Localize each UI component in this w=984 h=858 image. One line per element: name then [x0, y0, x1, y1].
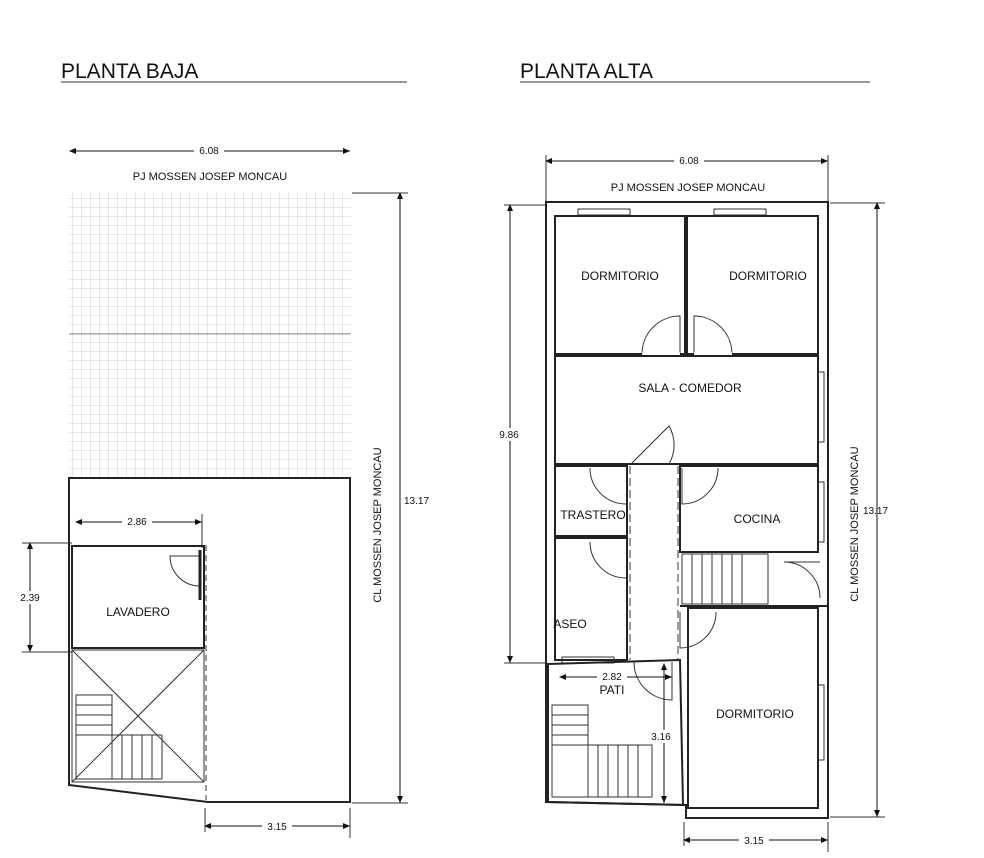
- pb-dim-height-total: 13.17: [404, 496, 430, 507]
- pa-dormitorio-1-door: [642, 316, 680, 354]
- pa-dim-bottom: 3.15: [744, 836, 764, 847]
- pa-sala-room: [555, 356, 818, 464]
- pb-street-top: PJ MOSSEN JOSEP MONCAU: [132, 171, 288, 183]
- pa-dormitorio-2-door: [694, 316, 732, 354]
- pb-dim-width-top: 6.08: [199, 146, 219, 157]
- pb-street-right: CL MOSSEN JOSEP MONCAU: [372, 447, 384, 603]
- pa-cocina-door: [682, 468, 718, 504]
- planta-baja: [16, 60, 429, 838]
- pa-window-top-1: [578, 209, 630, 215]
- planta-baja-title: PLANTA BAJA: [61, 60, 199, 83]
- pa-room-trastero: TRASTERO: [560, 508, 626, 522]
- pa-room-cocina: COCINA: [733, 512, 781, 526]
- pa-aseo-door: [590, 542, 626, 578]
- pa-dormitorio-1-room: [555, 216, 685, 354]
- pa-pati-stair: [552, 705, 652, 797]
- pa-room-pati: PATI: [599, 683, 625, 697]
- planta-alta: [494, 60, 888, 852]
- pa-dormitorio-2-room: [687, 216, 818, 354]
- pb-dim-lavadero-height: 2.39: [20, 593, 40, 604]
- pb-dim-lavadero-width: 2.86: [127, 517, 147, 528]
- planta-alta-title: PLANTA ALTA: [520, 60, 654, 83]
- pa-pati-door: [634, 662, 672, 700]
- pb-building-outline: [69, 478, 350, 802]
- pa-trastero-door: [590, 468, 626, 504]
- pb-stair: [76, 695, 162, 779]
- pa-dim-height-total: 13.17: [863, 506, 889, 517]
- pb-lavadero-door: [170, 556, 200, 586]
- pa-dim-pati-height: 3.16: [651, 732, 671, 743]
- pa-dim-width-top: 6.08: [679, 156, 699, 167]
- pa-stair-upper: [682, 554, 768, 604]
- pa-dim-height-left: 9.86: [499, 430, 519, 441]
- pb-lavadero-room: [72, 546, 204, 648]
- pa-sala-door: [631, 426, 674, 464]
- pb-room-lavadero: LAVADERO: [106, 605, 170, 619]
- pa-room-dormitorio-3: DORMITORIO: [716, 707, 794, 721]
- pa-aseo-room: [555, 538, 627, 660]
- pa-street-top: PJ MOSSEN JOSEP MONCAU: [610, 182, 766, 194]
- pa-room-dormitorio-1: DORMITORIO: [581, 269, 659, 283]
- pa-window-top-2: [714, 209, 766, 215]
- pa-cocina-room: [680, 466, 818, 552]
- pa-room-dormitorio-2: DORMITORIO: [729, 269, 807, 283]
- pb-dim-bottom: 3.15: [267, 822, 287, 833]
- pa-street-right: CL MOSSEN JOSEP MONCAU: [849, 446, 861, 602]
- pa-stair-door: [784, 562, 820, 598]
- pa-room-aseo: ASEO: [553, 617, 587, 631]
- pa-room-sala: SALA - COMEDOR: [638, 381, 742, 395]
- pa-dim-pati-width: 2.82: [602, 672, 622, 683]
- pa-dormitorio-3-door: [680, 612, 716, 648]
